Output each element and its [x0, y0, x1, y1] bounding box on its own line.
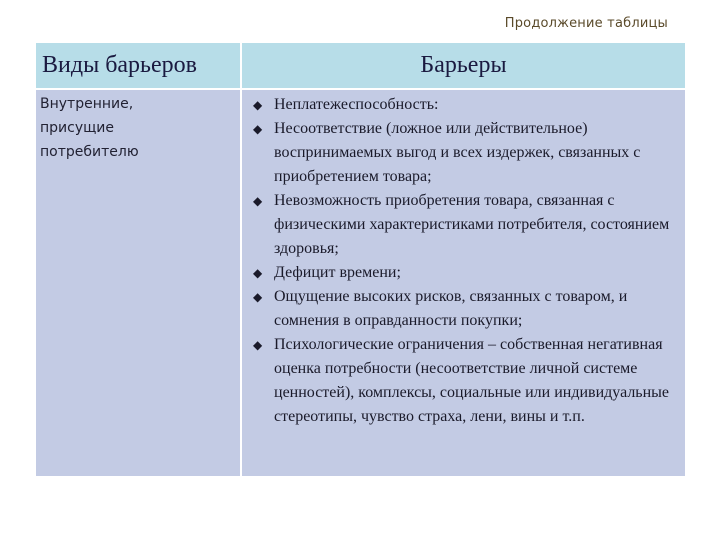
list-item: [242, 189, 677, 261]
bullet-icon: ◆: [253, 290, 263, 304]
barrier-type-label: Внутренние, присущие потребителю: [40, 96, 139, 160]
header-barrier-types: Виды барьеров: [36, 43, 241, 89]
bullet-icon: ◆: [253, 98, 263, 112]
list-item-text: Дефицит времени;: [274, 264, 401, 281]
list-item: [242, 261, 677, 285]
table-row: [36, 89, 685, 476]
list-item-text: Неплатежеспособность:: [274, 96, 439, 113]
list-item-text: Невозможность приобретения товара, связанная с физическими характеристиками потребителя, состоянием здоровья;: [274, 192, 670, 257]
barriers-table: [36, 43, 685, 476]
bullet-icon: ◆: [253, 338, 263, 352]
barriers-cell: [241, 89, 685, 476]
list-item-text: Ощущение высоких рисков, связанных с товаром, и сомнения в оправданности покупки;: [274, 288, 628, 329]
barriers-list: [242, 90, 685, 429]
bullet-icon: ◆: [253, 194, 263, 208]
table-header-row: [36, 43, 685, 89]
barrier-type-cell: [36, 89, 241, 476]
bullet-icon: ◆: [253, 122, 263, 136]
list-item: [242, 285, 677, 333]
list-item-text: Психологические ограничения – собственная негативная оценка потребности (несоответствие личной системе ценностей), комплексы, социальные или индивидуальные стереотипы, чувство страха, лени, вины и т.п.: [274, 336, 670, 425]
list-item: [242, 333, 677, 429]
list-item: [242, 117, 677, 189]
table-continuation-caption: Продолжение таблицы: [504, 16, 668, 31]
list-item-text: Несоответствие (ложное или действительное) воспринимаемых выгод и всех издержек, связанных с приобретением товара;: [274, 120, 641, 185]
list-item: [242, 93, 677, 117]
bullet-icon: ◆: [253, 266, 263, 280]
header-barriers: Барьеры: [241, 43, 685, 89]
